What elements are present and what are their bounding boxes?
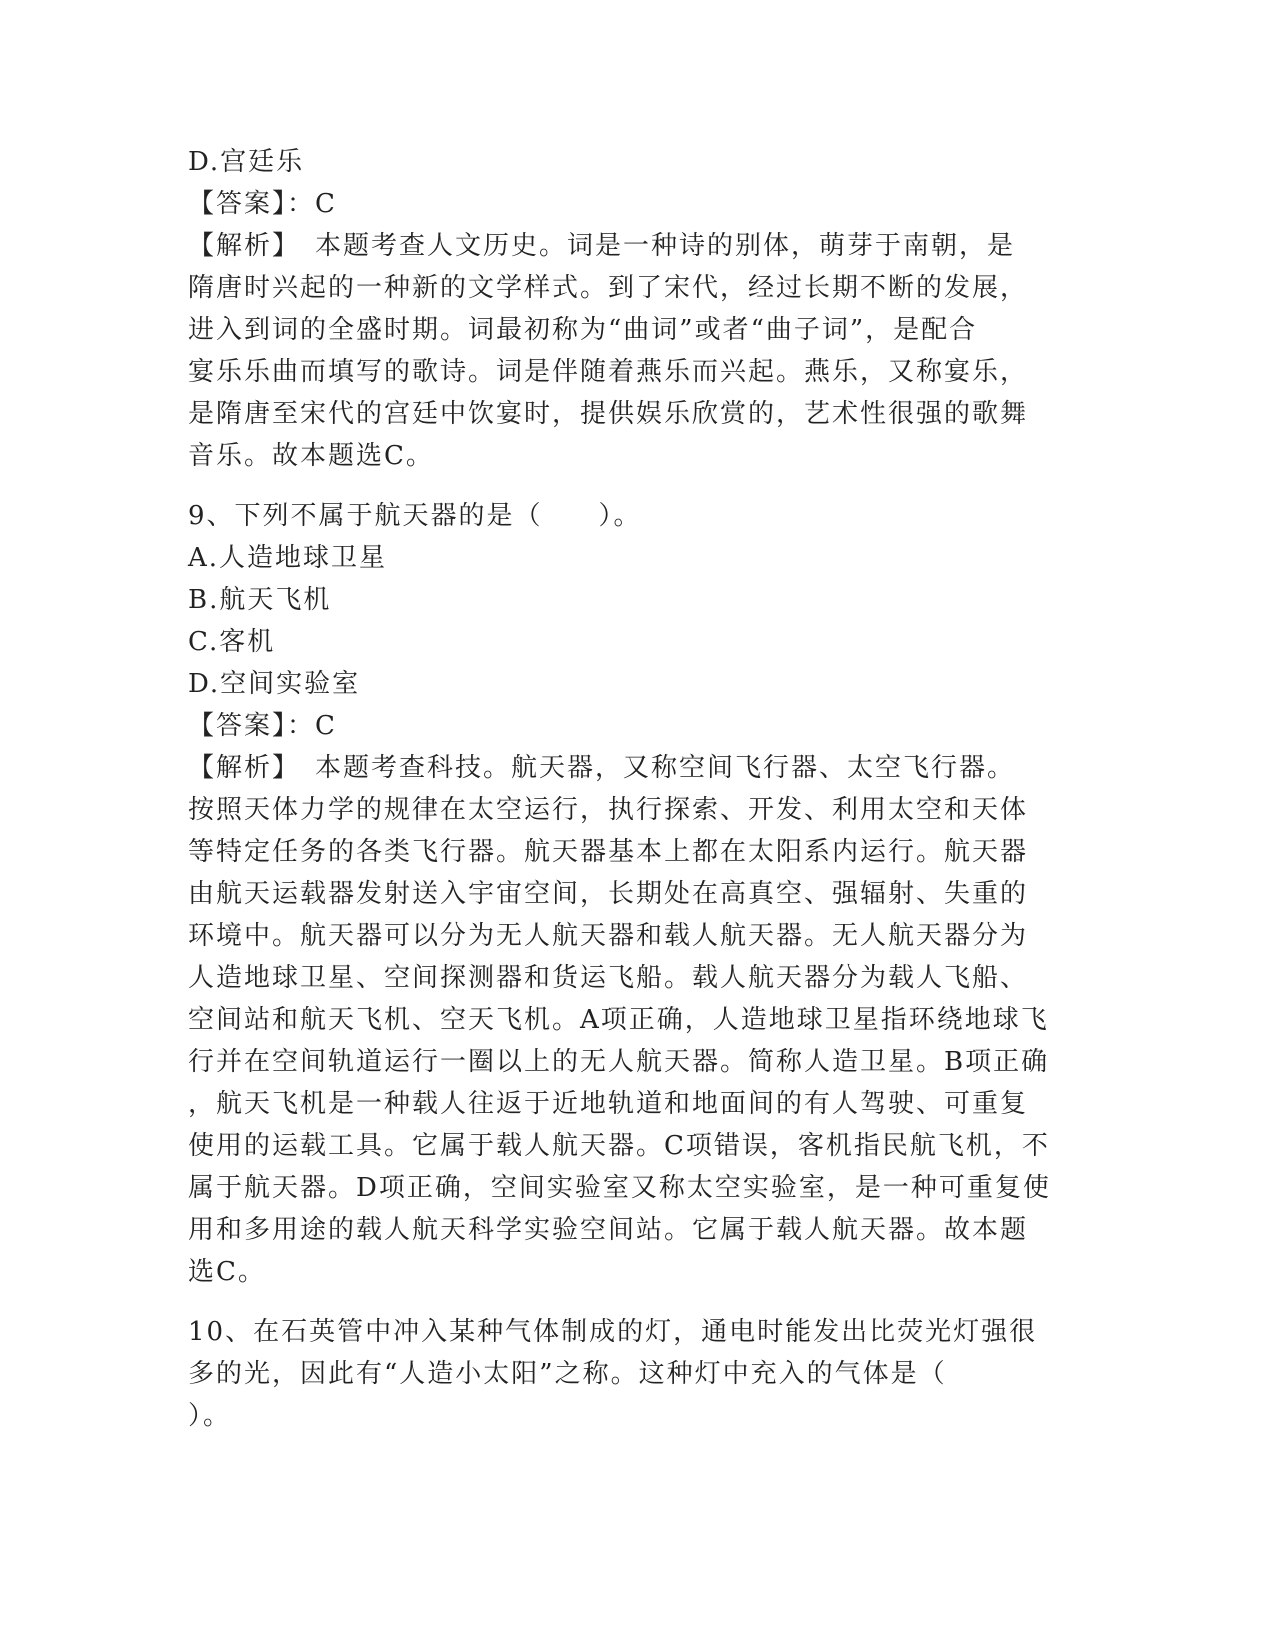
q9-analysis-line: 【解析】 本题考查科技。航天器，又称空间飞行器、太空飞行器。 xyxy=(188,753,1016,783)
q9-analysis-line: 空间站和航天飞机、空天飞机。A项正确，人造地球卫星指环绕地球飞 xyxy=(188,1005,1049,1035)
q8-analysis-line: 音乐。故本题选C。 xyxy=(188,441,434,471)
q9-analysis-line: 按照天体力学的规律在太空运行，执行探索、开发、利用太空和天体 xyxy=(188,795,1029,825)
q9-analysis-line: ，航天飞机是一种载人往返于近地轨道和地面间的有人驾驶、可重复 xyxy=(188,1089,1029,1119)
q9-analysis-line: 用和多用途的载人航天科学实验空间站。它属于载人航天器。故本题 xyxy=(188,1215,1029,1245)
q8-analysis-line: 宴乐乐曲而填写的歌诗。词是伴随着燕乐而兴起。燕乐，又称宴乐， xyxy=(188,357,1029,387)
q9-question: 9、下列不属于航天器的是（ ）。 xyxy=(188,501,642,531)
q9-analysis-line: 人造地球卫星、空间探测器和货运飞船。载人航天器分为载人飞船、 xyxy=(188,963,1029,993)
q10-question-line: ）。 xyxy=(188,1401,232,1431)
q9-analysis-line: 使用的运载工具。它属于载人航天器。C项错误，客机指民航飞机，不 xyxy=(188,1131,1050,1161)
q9-analysis-line: 行并在空间轨道运行一圈以上的无人航天器。简称人造卫星。B项正确 xyxy=(188,1047,1050,1077)
q9-analysis-line: 环境中。航天器可以分为无人航天器和载人航天器。无人航天器分为 xyxy=(188,921,1029,951)
q8-analysis-line: 是隋唐至宋代的宫廷中饮宴时，提供娱乐欣赏的，艺术性很强的歌舞 xyxy=(188,399,1029,429)
q9-answer: 【答案】：C xyxy=(188,711,337,741)
q8-analysis-line: 隋唐时兴起的一种新的文学样式。到了宋代，经过长期不断的发展， xyxy=(188,273,1029,303)
q8-analysis-line: 【解析】 本题考查人文历史。词是一种诗的别体，萌芽于南朝，是 xyxy=(188,231,1016,261)
q9-analysis-line: 选C。 xyxy=(188,1257,266,1287)
q8-option-d: D.宫廷乐 xyxy=(188,147,305,177)
q9-option-a: A.人造地球卫星 xyxy=(188,543,388,573)
q9-option-d: D.空间实验室 xyxy=(188,669,361,699)
q9-analysis-line: 等特定任务的各类飞行器。航天器基本上都在太阳系内运行。航天器 xyxy=(188,837,1029,867)
q9-option-c: C.客机 xyxy=(188,627,276,657)
q9-option-b: B.航天飞机 xyxy=(188,585,332,615)
q9-analysis-line: 属于航天器。D项正确，空间实验室又称太空实验室，是一种可重复使 xyxy=(188,1173,1051,1203)
q10-question-line: 10、在石英管中冲入某种气体制成的灯，通电时能发出比荧光灯强很 xyxy=(188,1317,1038,1347)
q9-analysis-line: 由航天运载器发射送入宇宙空间，长期处在高真空、强辐射、失重的 xyxy=(188,879,1029,909)
q8-analysis-line: 进入到词的全盛时期。词最初称为“曲词”或者“曲子词”，是配合 xyxy=(188,315,978,345)
q8-answer: 【答案】：C xyxy=(188,189,337,219)
q10-question-line: 多的光，因此有“人造小太阳”之称。这种灯中充入的气体是（ xyxy=(188,1359,947,1389)
